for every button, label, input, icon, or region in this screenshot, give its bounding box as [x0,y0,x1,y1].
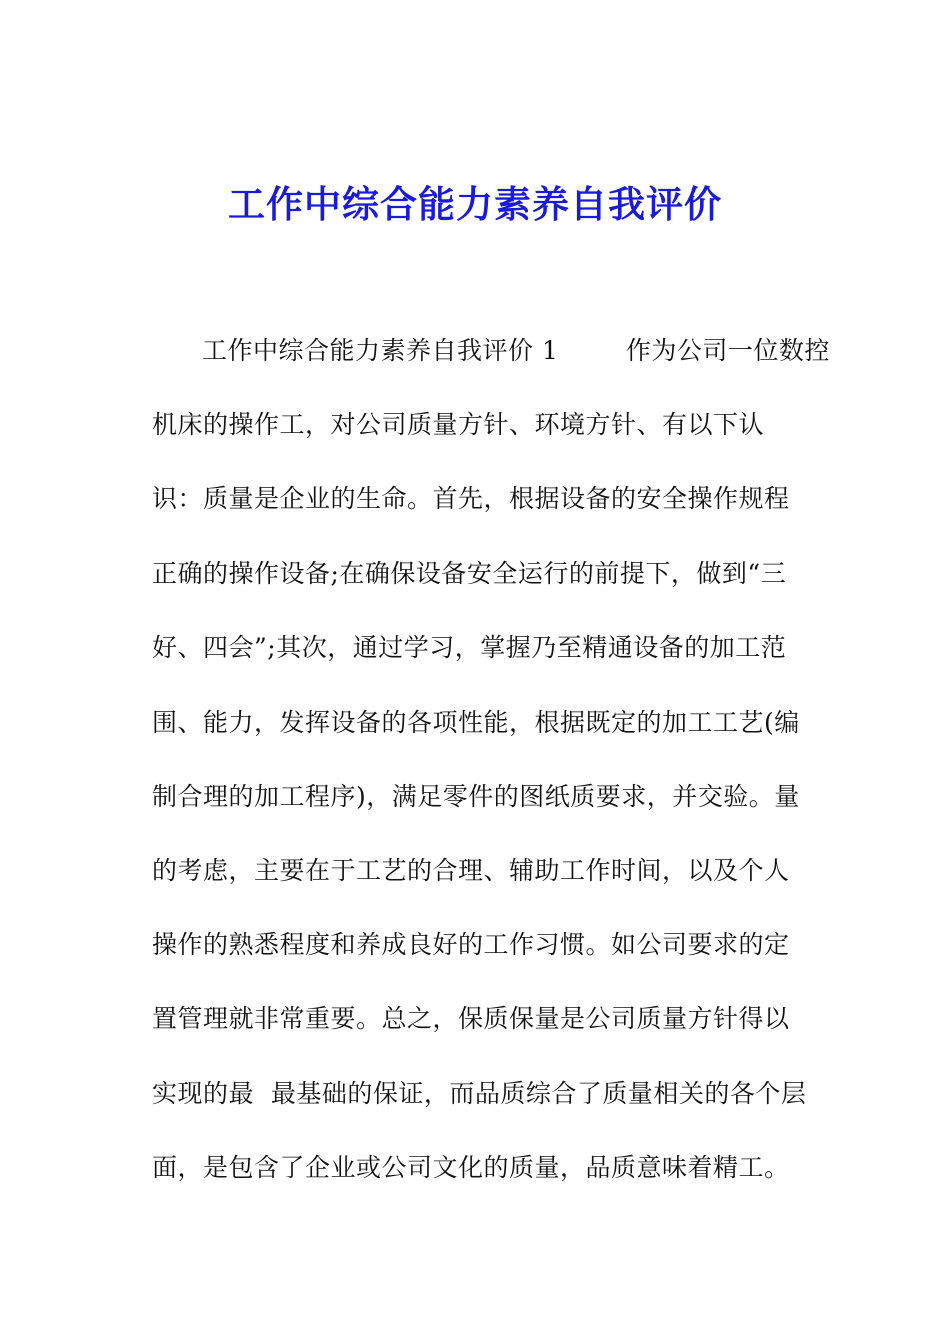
body-line-1: 工作中综合能力素养自我评价 1 作为公司一位数控 [202,336,830,365]
document-title: 工作中综合能力素养自我评价 [228,182,722,226]
body-line-7: 制合理的加工程序)，满足零件的图纸质要求，并交验。量 [152,782,800,811]
body-line-2: 机床的操作工，对公司质量方针、环境方针、有以下认 [152,410,765,439]
body-line-8: 的考虑，主要在于工艺的合理、辅助工作时间，以及个人 [152,856,790,885]
body-line-6: 围、能力，发挥设备的各项性能，根据既定的加工工艺(编 [152,708,800,737]
body-line-3: 识：质量是企业的生命。首先，根据设备的安全操作规程 [152,484,790,513]
body-line-10: 置管理就非常重要。总之，保质保量是公司质量方针得以 [152,1004,790,1033]
body-line-9: 操作的熟悉程度和养成良好的工作习惯。如公司要求的定 [152,930,790,959]
body-line-5: 好、四会”;其次，通过学习，掌握乃至精通设备的加工范 [152,633,787,662]
body-line-4: 正确的操作设备;在确保设备安全运行的前提下，做到“三 [152,559,787,588]
body-line-12: 面，是包含了企业或公司文化的质量，品质意味着精工。 [152,1153,790,1182]
body-line-11: 实现的最 最基础的保证，而品质综合了质量相关的各个层 [152,1079,807,1108]
